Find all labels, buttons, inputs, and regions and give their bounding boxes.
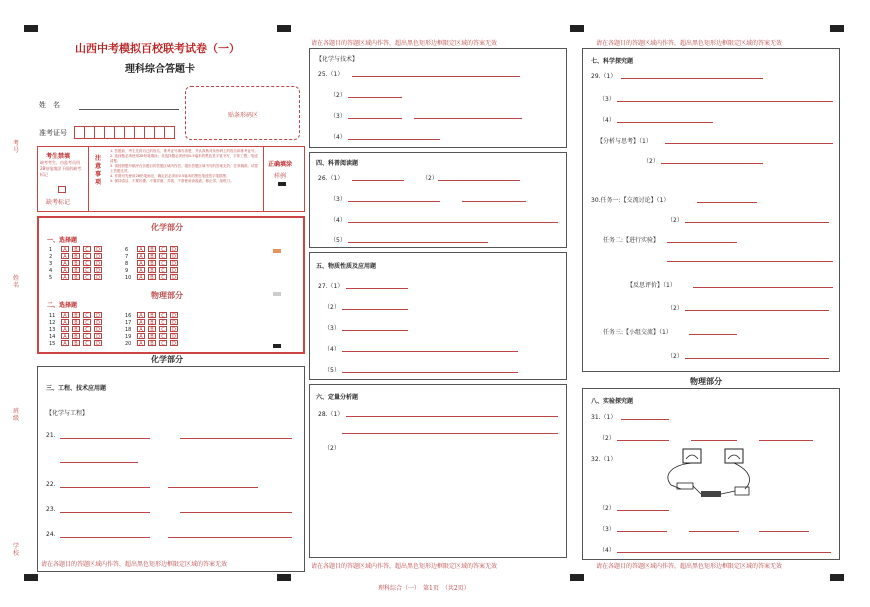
right-column bbox=[578, 36, 844, 572]
choice-option-bubble[interactable]: A bbox=[61, 312, 69, 318]
timing-mark bbox=[273, 344, 281, 348]
choice-option-bubble[interactable]: D bbox=[170, 274, 178, 280]
part-label: （4） bbox=[599, 547, 615, 554]
choice-row bbox=[49, 340, 105, 348]
notice-item-2: 2. 选择题必须使用2B铅笔填涂；非选择题必须使用0.5毫米的黑色签字笔书写，字体工整，笔迹清楚。 bbox=[110, 154, 258, 163]
left-column bbox=[37, 36, 305, 572]
answer-line[interactable] bbox=[168, 487, 258, 488]
choice-option-bubble[interactable]: C bbox=[83, 319, 91, 325]
example-label: 样例 bbox=[274, 173, 287, 180]
choice-option-bubble[interactable]: B bbox=[72, 246, 80, 252]
answer-line[interactable] bbox=[691, 440, 737, 441]
answer-line[interactable] bbox=[346, 288, 408, 289]
answer-line[interactable] bbox=[685, 222, 829, 223]
choice-number: 6 bbox=[125, 247, 129, 253]
part-label: （2） bbox=[667, 353, 683, 360]
warning-text: 请在各题目的答题区域内作答，超出黑色矩形边框限定区域的答案无效 bbox=[41, 561, 228, 568]
q22-label: 22. bbox=[46, 481, 56, 488]
choice-option-bubble[interactable]: C bbox=[159, 246, 167, 252]
answer-line[interactable] bbox=[348, 201, 440, 202]
choice-option-bubble[interactable]: D bbox=[94, 260, 102, 266]
alignment-mark bbox=[570, 574, 584, 581]
part-label: （3） bbox=[330, 196, 346, 203]
choice-number: 11 bbox=[49, 313, 56, 319]
choice-option-bubble[interactable]: C bbox=[159, 319, 167, 325]
id-cells[interactable] bbox=[74, 124, 174, 143]
choice-option-bubble[interactable]: B bbox=[72, 267, 80, 273]
choice-option-bubble[interactable]: C bbox=[159, 260, 167, 266]
choice-option-bubble[interactable]: A bbox=[61, 340, 69, 346]
part-label: （2） bbox=[324, 304, 340, 311]
right-block-2 bbox=[582, 388, 840, 560]
reflect-label: 【反思评价】（1） bbox=[627, 282, 676, 289]
q27-label: 27.（1） bbox=[318, 283, 344, 290]
choice-option-bubble[interactable]: C bbox=[159, 340, 167, 346]
choice-option-bubble[interactable]: C bbox=[83, 274, 91, 280]
connecting-wire bbox=[668, 463, 692, 489]
answer-line[interactable] bbox=[759, 531, 809, 532]
q29-label: 29.（1） bbox=[591, 73, 617, 80]
side-label-name: 姓名 bbox=[12, 275, 19, 289]
choice-option-bubble[interactable]: B bbox=[72, 340, 80, 346]
choice-option-bubble[interactable]: A bbox=[61, 326, 69, 332]
choice-option-bubble[interactable]: D bbox=[94, 326, 102, 332]
choice-option-bubble[interactable]: C bbox=[83, 260, 91, 266]
id-label: 准考证号 bbox=[39, 129, 67, 137]
answer-line[interactable] bbox=[348, 139, 440, 140]
answer-line[interactable] bbox=[665, 143, 833, 144]
exam-title: 山西中考模拟百校联考试卷（一） bbox=[75, 42, 240, 55]
choice-number: 14 bbox=[49, 334, 56, 340]
choice-option-bubble[interactable]: D bbox=[170, 253, 178, 259]
choice-option-bubble[interactable]: D bbox=[170, 340, 178, 346]
choice-option-bubble[interactable]: C bbox=[83, 340, 91, 346]
task2-label: 任务二:【进行实验】 bbox=[603, 237, 660, 244]
choice-option-bubble[interactable]: A bbox=[61, 274, 69, 280]
answer-line[interactable] bbox=[617, 552, 831, 553]
choice-option-bubble[interactable]: D bbox=[170, 267, 178, 273]
sec4-title: 四、科普阅读题 bbox=[316, 160, 359, 167]
q30-label: 30.任务一:【交流讨论】（1） bbox=[591, 197, 670, 204]
choice-sec-1: 一、选择题 bbox=[47, 237, 78, 244]
part-label: （3） bbox=[330, 113, 346, 120]
absent-label: 缺考标记 bbox=[46, 199, 71, 206]
sub-chem-eng: 【化学与工程】 bbox=[46, 410, 89, 417]
alignment-mark bbox=[277, 574, 291, 581]
choice-option-bubble[interactable]: D bbox=[170, 246, 178, 252]
choice-number: 4 bbox=[49, 268, 53, 274]
choice-option-bubble[interactable]: A bbox=[137, 312, 145, 318]
choice-option-bubble[interactable]: C bbox=[83, 246, 91, 252]
timing-mark bbox=[273, 292, 281, 296]
q23-label: 23. bbox=[46, 506, 56, 513]
side-label-class: 班级 bbox=[12, 408, 19, 422]
answer-line[interactable] bbox=[60, 462, 138, 463]
answer-line[interactable] bbox=[617, 122, 713, 123]
answer-line[interactable] bbox=[180, 438, 292, 439]
choice-option-bubble[interactable]: B bbox=[72, 253, 80, 259]
part-label: （2） bbox=[643, 158, 659, 165]
answer-line[interactable] bbox=[617, 510, 669, 511]
choice-option-bubble[interactable]: B bbox=[148, 267, 156, 273]
choice-option-bubble[interactable]: C bbox=[159, 253, 167, 259]
circuit-diagram bbox=[661, 445, 761, 501]
sub-chem-tech: 【化学与技术】 bbox=[316, 56, 359, 63]
choice-row bbox=[125, 274, 181, 282]
choice-option-bubble[interactable]: D bbox=[94, 246, 102, 252]
choice-option-bubble[interactable]: D bbox=[170, 319, 178, 325]
choice-option-bubble[interactable]: B bbox=[148, 246, 156, 252]
answer-line[interactable] bbox=[462, 201, 526, 202]
answer-line[interactable] bbox=[60, 487, 150, 488]
part-label: （4） bbox=[330, 217, 346, 224]
choice-option-bubble[interactable]: B bbox=[148, 274, 156, 280]
mid-block-3 bbox=[309, 252, 567, 380]
choice-option-bubble[interactable]: D bbox=[94, 319, 102, 325]
candidate-title: 考生禁填 bbox=[46, 153, 71, 160]
answer-line[interactable] bbox=[60, 537, 150, 538]
left-answer-block bbox=[37, 366, 305, 572]
answer-line[interactable] bbox=[621, 419, 669, 420]
example-title: 正确填涂 bbox=[268, 161, 293, 168]
answer-line[interactable] bbox=[168, 537, 292, 538]
alignment-mark bbox=[570, 25, 584, 32]
choice-option-bubble[interactable]: C bbox=[83, 312, 91, 318]
voltmeter bbox=[683, 449, 701, 463]
choice-option-bubble[interactable]: C bbox=[159, 274, 167, 280]
choice-option-bubble[interactable]: B bbox=[72, 274, 80, 280]
choice-option-bubble[interactable]: D bbox=[94, 333, 102, 339]
choice-option-bubble[interactable]: B bbox=[148, 260, 156, 266]
answer-line[interactable] bbox=[617, 531, 667, 532]
choice-option-bubble[interactable]: B bbox=[72, 319, 80, 325]
choice-option-bubble[interactable]: D bbox=[94, 274, 102, 280]
q24-label: 24. bbox=[46, 531, 56, 538]
notice-item-4: 4. 作图可先使用2B铅笔画出，确定后必须用0.5毫米的黑色笔迹签字笔描黑。 bbox=[110, 174, 230, 178]
task3-label: 任务三:【小组交流】（1） bbox=[603, 329, 672, 336]
part-label: （2） bbox=[667, 217, 683, 224]
choice-number: 10 bbox=[125, 275, 132, 281]
mid-block-2 bbox=[309, 152, 567, 248]
choice-number: 7 bbox=[125, 254, 129, 260]
answer-line[interactable] bbox=[60, 512, 150, 513]
choice-number: 5 bbox=[49, 275, 53, 281]
answer-line[interactable] bbox=[342, 309, 408, 310]
answer-line[interactable] bbox=[414, 118, 522, 119]
answer-line[interactable] bbox=[689, 334, 737, 335]
answer-line[interactable] bbox=[180, 512, 292, 513]
sec8-title: 八、实验探究题 bbox=[591, 398, 634, 405]
answer-line[interactable] bbox=[348, 97, 402, 98]
q32-label: 32.（1） bbox=[591, 456, 617, 463]
answer-line[interactable] bbox=[759, 440, 813, 441]
name-field[interactable] bbox=[79, 109, 179, 110]
choice-option-bubble[interactable]: C bbox=[159, 267, 167, 273]
choice-option-bubble[interactable]: B bbox=[148, 340, 156, 346]
answer-line[interactable] bbox=[346, 416, 558, 417]
part-label: （4） bbox=[599, 117, 615, 124]
choice-option-bubble[interactable]: D bbox=[170, 312, 178, 318]
notice-block bbox=[37, 146, 305, 212]
choice-option-bubble[interactable]: A bbox=[137, 267, 145, 273]
sec7-title: 七、科学探究题 bbox=[591, 58, 634, 65]
answer-line[interactable] bbox=[342, 433, 558, 434]
alignment-mark bbox=[830, 25, 844, 32]
choice-option-bubble[interactable]: A bbox=[137, 319, 145, 325]
choice-number: 16 bbox=[125, 313, 132, 319]
answer-line[interactable] bbox=[661, 163, 763, 164]
part-label: （4） bbox=[330, 134, 346, 141]
middle-column bbox=[307, 36, 570, 572]
page-footer: 理科综合（一） 第1页 （共2页） bbox=[378, 585, 470, 592]
answer-line[interactable] bbox=[352, 180, 404, 181]
choice-option-bubble[interactable]: D bbox=[170, 333, 178, 339]
answer-line[interactable] bbox=[60, 438, 150, 439]
choice-option-bubble[interactable]: D bbox=[94, 312, 102, 318]
notice-item-1: 1. 答题前，考生先将自己的姓名、准考证号填写清楚，并认真核对条形码上的姓名和准考证号。 bbox=[110, 149, 258, 153]
q26-label: 26.（1） bbox=[318, 175, 344, 182]
choice-option-bubble[interactable]: C bbox=[159, 333, 167, 339]
notice-divider bbox=[88, 147, 89, 211]
notice-title: 注意事项 bbox=[95, 155, 102, 186]
choice-option-bubble[interactable]: C bbox=[83, 333, 91, 339]
answer-line[interactable] bbox=[348, 222, 558, 223]
choice-option-bubble[interactable]: D bbox=[94, 340, 102, 346]
part-label: （3） bbox=[599, 96, 615, 103]
choice-option-bubble[interactable]: D bbox=[170, 260, 178, 266]
mid-block-4 bbox=[309, 384, 567, 558]
choice-option-bubble[interactable]: D bbox=[94, 253, 102, 259]
part-label: （2） bbox=[330, 92, 346, 99]
choice-option-bubble[interactable]: A bbox=[137, 253, 145, 259]
answer-line[interactable] bbox=[697, 202, 757, 203]
choice-option-bubble[interactable]: A bbox=[61, 333, 69, 339]
part-label: （2） bbox=[324, 445, 340, 452]
choice-option-bubble[interactable]: A bbox=[137, 340, 145, 346]
part-label: （4） bbox=[324, 346, 340, 353]
notice-item-5: 5. 保持清洁，不要折叠、不要弄破、弄皱，不准使用涂改液、修正带、刮纸刀。 bbox=[110, 179, 234, 183]
choice-number: 20 bbox=[125, 341, 132, 347]
answer-line[interactable] bbox=[617, 101, 833, 102]
sec5-title: 五、物质性质及应用题 bbox=[316, 263, 377, 270]
switch bbox=[735, 487, 749, 495]
choice-option-bubble[interactable]: B bbox=[72, 312, 80, 318]
choice-number: 9 bbox=[125, 268, 129, 274]
choice-number: 15 bbox=[49, 341, 56, 347]
choice-option-bubble[interactable]: A bbox=[137, 260, 145, 266]
q28-label: 28.（1） bbox=[318, 411, 344, 418]
choice-option-bubble[interactable]: B bbox=[148, 319, 156, 325]
alignment-mark bbox=[24, 25, 38, 32]
choice-option-bubble[interactable]: B bbox=[148, 326, 156, 332]
card-title: 理科综合答题卡 bbox=[125, 64, 195, 75]
choice-number: 2 bbox=[49, 254, 53, 260]
choice-number: 1 bbox=[49, 247, 53, 253]
battery bbox=[701, 491, 721, 497]
choice-option-bubble[interactable]: A bbox=[137, 333, 145, 339]
answer-line[interactable] bbox=[617, 440, 669, 441]
part-label: （2） bbox=[599, 505, 615, 512]
mid-block-1 bbox=[309, 48, 567, 148]
part-label: （2） bbox=[667, 305, 683, 312]
choice-number: 8 bbox=[125, 261, 129, 267]
choice-option-bubble[interactable]: D bbox=[170, 326, 178, 332]
choice-number: 18 bbox=[125, 327, 132, 333]
choice-number: 3 bbox=[49, 261, 53, 267]
timing-mark bbox=[273, 249, 281, 253]
answer-line[interactable] bbox=[438, 180, 520, 181]
choice-option-bubble[interactable]: A bbox=[137, 326, 145, 332]
answer-line[interactable] bbox=[689, 531, 739, 532]
choice-block bbox=[37, 216, 305, 354]
phys-part-head: 物理部分 bbox=[690, 377, 722, 386]
choice-option-bubble[interactable]: C bbox=[159, 312, 167, 318]
answer-line[interactable] bbox=[348, 242, 488, 243]
barcode-area bbox=[185, 86, 300, 140]
choice-option-bubble[interactable]: C bbox=[159, 326, 167, 332]
alignment-mark bbox=[830, 574, 844, 581]
answer-line[interactable] bbox=[685, 358, 829, 359]
choice-option-bubble[interactable]: B bbox=[148, 253, 156, 259]
answer-line[interactable] bbox=[342, 372, 518, 373]
absent-checkbox[interactable] bbox=[58, 186, 66, 193]
answer-line[interactable] bbox=[693, 287, 833, 288]
choice-option-bubble[interactable]: C bbox=[83, 253, 91, 259]
answer-line[interactable] bbox=[342, 330, 408, 331]
choice-option-bubble[interactable]: A bbox=[61, 267, 69, 273]
name-label: 姓 名 bbox=[39, 101, 60, 109]
choice-option-bubble[interactable]: B bbox=[72, 260, 80, 266]
choice-option-bubble[interactable]: C bbox=[83, 267, 91, 273]
chem-choice-head: 化学部分 bbox=[151, 223, 183, 232]
choice-option-bubble[interactable]: C bbox=[83, 326, 91, 332]
choice-number: 13 bbox=[49, 327, 56, 333]
alignment-mark bbox=[24, 574, 38, 581]
alignment-mark bbox=[277, 25, 291, 32]
choice-row bbox=[125, 340, 181, 348]
ammeter bbox=[725, 449, 743, 463]
answer-line[interactable] bbox=[667, 261, 833, 262]
side-label-school: 学校 bbox=[12, 543, 19, 557]
analysis-label: 【分析与思考】（1） bbox=[597, 138, 652, 145]
answer-line[interactable] bbox=[348, 118, 402, 119]
right-block-1 bbox=[582, 48, 840, 372]
q21-label: 21. bbox=[46, 432, 56, 439]
choice-number: 19 bbox=[125, 334, 132, 340]
choice-row bbox=[49, 274, 105, 282]
q25-label: 25.（1） bbox=[318, 71, 344, 78]
notice-divider-2 bbox=[263, 147, 264, 211]
q31-label: 31.（1） bbox=[591, 414, 617, 421]
notice-item-3: 3. 请按照题号顺序在各题目的答题区域内作答，超出答题区域书写的答案无效；在草稿纸、试卷上答题无效。 bbox=[110, 164, 258, 173]
choice-option-bubble[interactable]: A bbox=[137, 246, 145, 252]
warning-text: 请在各题目的答题区域内作答，超出黑色矩形边框限定区域的答案无效 bbox=[596, 40, 783, 47]
warning-text: 请在各题目的答题区域内作答，超出黑色矩形边框限定区域的答案无效 bbox=[596, 563, 783, 570]
side-label-id: 考号 bbox=[12, 140, 19, 154]
phys-choice-head: 物理部分 bbox=[151, 291, 183, 300]
choice-option-bubble[interactable]: B bbox=[148, 312, 156, 318]
sec3-title: 三、工程、技术应用题 bbox=[46, 385, 107, 392]
example-filled-mark bbox=[278, 182, 286, 186]
choice-option-bubble[interactable]: A bbox=[61, 319, 69, 325]
notice-items bbox=[110, 149, 260, 184]
warning-text: 请在各题目的答题区域内作答，超出黑色矩形边框限定区域的答案无效 bbox=[311, 40, 498, 47]
choice-option-bubble[interactable]: A bbox=[137, 274, 145, 280]
chem-part-head: 化学部分 bbox=[151, 355, 183, 364]
answer-line[interactable] bbox=[352, 76, 520, 77]
answer-line[interactable] bbox=[621, 78, 763, 79]
choice-option-bubble[interactable]: A bbox=[61, 253, 69, 259]
choice-option-bubble[interactable]: B bbox=[72, 326, 80, 332]
answer-line[interactable] bbox=[342, 351, 518, 352]
choice-option-bubble[interactable]: B bbox=[72, 333, 80, 339]
part-label: （2） bbox=[422, 175, 438, 182]
part-label: （5） bbox=[330, 237, 346, 244]
choice-option-bubble[interactable]: D bbox=[94, 267, 102, 273]
choice-option-bubble[interactable]: B bbox=[148, 333, 156, 339]
part-label: （3） bbox=[599, 526, 615, 533]
choice-number: 17 bbox=[125, 320, 132, 326]
part-label: （2） bbox=[599, 435, 615, 442]
connecting-wire bbox=[734, 463, 750, 489]
warning-text: 请在各题目的答题区域内作答，超出黑色矩形边框限定区域的答案无效 bbox=[311, 563, 498, 570]
answer-line[interactable] bbox=[685, 310, 829, 311]
answer-line[interactable] bbox=[667, 242, 737, 243]
part-label: （5） bbox=[324, 367, 340, 374]
barcode-label: 贴条形码区 bbox=[228, 112, 259, 119]
part-label: （3） bbox=[324, 325, 340, 332]
choice-number: 12 bbox=[49, 320, 56, 326]
candidate-text: 缺考考生，由监考员用2B铅笔填涂下面的缺考标记 bbox=[40, 160, 82, 177]
choice-sec-2: 二、选择题 bbox=[47, 302, 78, 309]
sec6-title: 六、定量分析题 bbox=[316, 394, 359, 401]
choice-option-bubble[interactable]: A bbox=[61, 260, 69, 266]
choice-option-bubble[interactable]: A bbox=[61, 246, 69, 252]
